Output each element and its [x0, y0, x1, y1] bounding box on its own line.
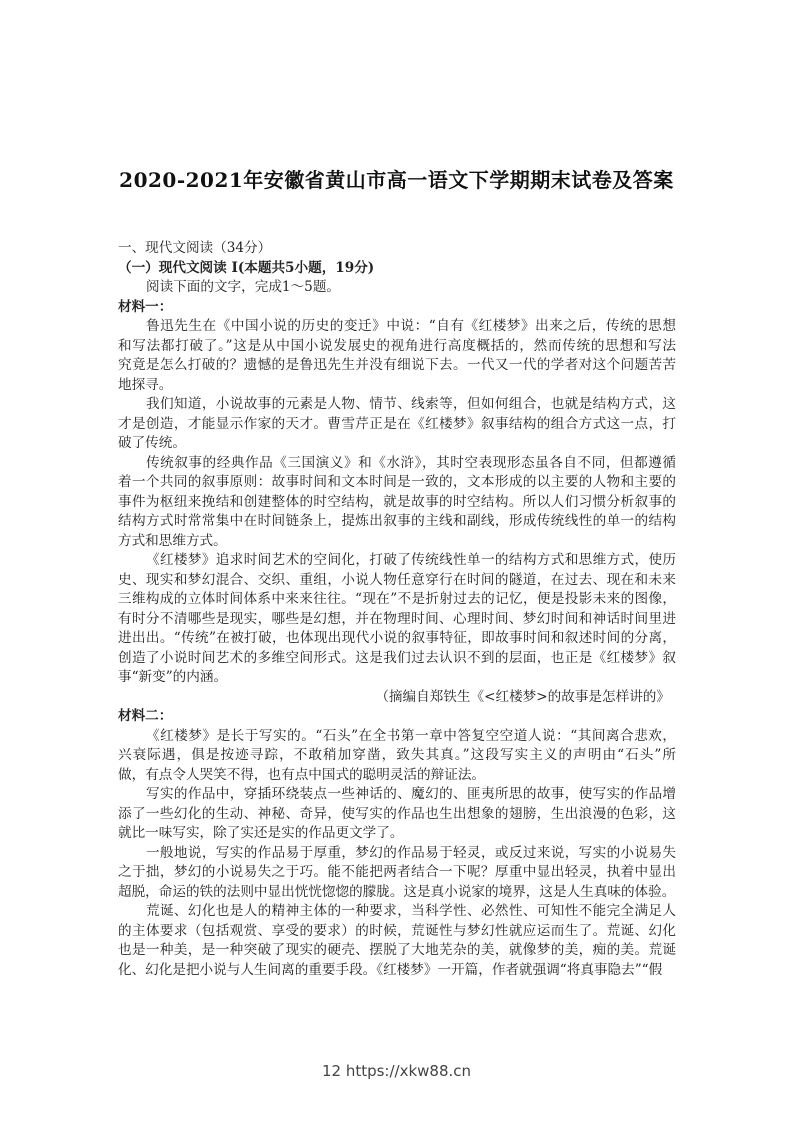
document-title: 2020-2021年安徽省黄山市高一语文下学期期末试卷及答案 — [119, 168, 674, 192]
paragraph — [118, 317, 676, 395]
text-line: 才是创造，才能显示作家的天才。曹雪芹正是在《红楼梦》叙事结构的组合方式这一点，打 — [118, 415, 676, 432]
material-2-text — [118, 727, 676, 981]
instruction-text: 阅读下面的文字，完成1～5题。 — [146, 279, 341, 295]
text-line: 《红楼梦》是长于写实的。“石头”在全书第一章中答复空空道人说：“其间离合悲欢， — [146, 727, 676, 744]
text-line: 化、幻化是把小说与人生间离的重要手段。《红楼梦》一开篇，作者就强调“将真事隐去”“假 — [118, 961, 663, 978]
text-line: 写实的作品中，穿插环绕装点一些神话的、魔幻的、匪夷所思的故事，使写实的作品增 — [146, 786, 676, 802]
paragraph — [118, 727, 676, 786]
text-line: 做，有点令人哭笑不得，也有点中国式的聪明灵活的辩证法。 — [118, 766, 486, 783]
text-line: 传统叙事的经典作品《三国演义》和《水浒》，其时空表现形态虽各自不同，但都遵循 — [146, 454, 676, 471]
text-line: 我们知道，小说故事的元素是人物、情节、线索等，但如何组合，也就是结构方式，这 — [146, 396, 676, 412]
text-line: 地探寻。 — [118, 376, 173, 393]
text-line: 添了一些幻化的生动、神秘、奇异，使写实的作品也生出想象的翅膀，生出浪漫的色彩，这 — [118, 805, 676, 822]
subsection-heading: （一）现代文阅读 I(本题共5小题，19分) — [118, 259, 375, 276]
text-line: 破了传统。 — [118, 435, 186, 451]
text-line: 事“新变”的内涵。 — [118, 669, 228, 685]
text-line: 创造了小说时间艺术的多维空间形式。这是我们过去认识不到的层面，也正是《红楼梦》叙 — [118, 649, 676, 666]
text-line: 超脱，命运的铁的法则中显出恍恍惚惚的朦胧。这是真小说家的境界，这是人生真味的体验。 — [118, 883, 676, 900]
text-line: 有时分不清哪些是现实，哪些是幻想，并在物理时间、心理时间、梦幻时间和神话时间里进 — [118, 610, 676, 627]
text-line: 鲁迅先生在《中国小说的历史的变迁》中说：“自有《红楼梦》出来之后，传统的思想 — [146, 318, 676, 334]
text-line: 究竟是怎么打破的？遗憾的是鲁迅先生并没有细说下去。一代又一代的学者对这个问题苦苦 — [118, 357, 676, 373]
paragraph — [118, 902, 676, 980]
text-line: 和写法都打破了。”这是从中国小说发展史的视角进行高度概括的，然而传统的思想和写法 — [118, 337, 676, 354]
text-line: 之于拙，梦幻的小说易失之于巧。能不能把两者结合一下呢？厚重中显出轻灵，执着中显出 — [118, 864, 676, 880]
text-line: 也是一种美，是一种突破了现实的硬壳、摆脱了大地芜杂的美，就像梦的美，痴的美。荒诞 — [118, 942, 676, 958]
material-1-label: 材料一： — [118, 298, 173, 315]
paragraph — [118, 551, 676, 688]
text-line: 着一个共同的叙事原则：故事时间和文本时间是一致的，文本形成的以主要的人物和主要的 — [118, 474, 676, 490]
material-1-text — [118, 317, 676, 688]
text-line: 结构方式时常常集中在时间链条上，提炼出叙事的主线和副线，形成传统线性的单一的结构 — [118, 513, 676, 529]
text-line: 三维构成的立体时间体系中来来往往。“现在”不是折射过去的记忆，便是投影未来的图像， — [118, 591, 676, 607]
text-line: 的主体要求（包括观赏、享受的要求）的时候，荒诞性与梦幻性就应运而生了。荒诞、幻化 — [118, 922, 676, 939]
text-line: 进出出。“传统”在被打破，也体现出现代小说的叙事特征，即故事时间和叙述时间的分离， — [118, 630, 676, 646]
material-2-label: 材料二： — [118, 708, 173, 724]
text-line: 事件为枢纽来挽结和创建整体的时空结构，就是故事的时空结构。所以人们习惯分析叙事的 — [118, 493, 676, 510]
paragraph — [118, 454, 676, 552]
text-line: 一般地说，写实的作品易于厚重，梦幻的作品易于轻灵，或反过来说，写实的小说易失 — [146, 844, 676, 861]
text-line: 兴衰际遇，俱是按迹寻踪，不敢稍加穿凿，致失其真。”这段写实主义的声明由“石头”所 — [118, 747, 676, 763]
text-line: 《红楼梦》追求时间艺术的空间化，打破了传统线性单一的结构方式和思维方式，使历 — [146, 552, 676, 568]
paragraph — [118, 844, 676, 903]
text-line: 史、现实和梦幻混合、交织、重组，小说人物任意穿行在时间的隧道，在过去、现在和未来 — [118, 571, 676, 588]
section-heading: 一、现代文阅读（34分） — [118, 240, 272, 256]
page-footer: 12 https://xkw88.cn — [321, 1062, 472, 1080]
text-line: 就比一味写实，除了实还是实的作品更文学了。 — [118, 825, 404, 841]
paragraph — [118, 395, 676, 454]
paragraph — [118, 785, 676, 844]
text-line: 荒诞、幻化也是人的精神主体的一种要求，当科学性、必然性、可知性不能完全满足人 — [146, 903, 676, 919]
material-1-source: （摘编自郑铁生《<红楼梦>的故事是怎样讲的》 — [375, 688, 670, 705]
text-line: 方式和思维方式。 — [118, 532, 227, 549]
document-body — [118, 239, 676, 980]
